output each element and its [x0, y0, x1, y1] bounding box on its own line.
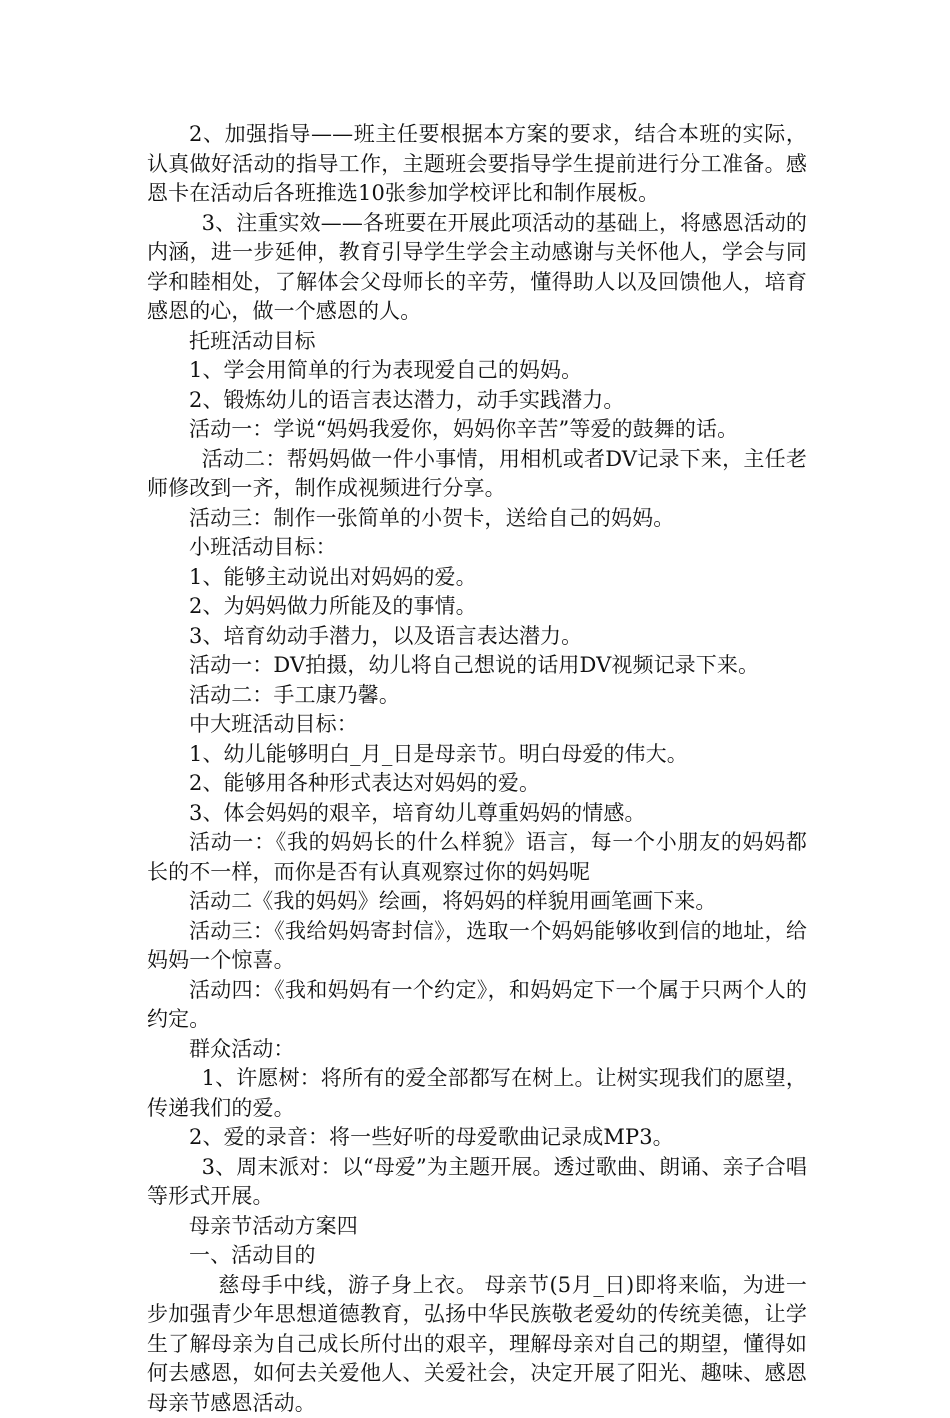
list-item: 活动三：制作一张简单的小贺卡，送给自己的妈妈。 — [147, 504, 807, 534]
paragraph-effectiveness: 3、注重实效——各班要在开展此项活动的基础上，将感恩活动的内涵，进一步延伸，教育引导学生学会主动感谢与关怀他人，学会与同学和睦相处，了解体会父母师长的辛劳，懂得助人以及回馈他人，培育感恩的心，做一个感恩的人。 — [147, 209, 807, 327]
list-item: 2、为妈妈做力所能及的事情。 — [147, 592, 807, 622]
list-item: 1、能够主动说出对妈妈的爱。 — [147, 563, 807, 593]
list-item: 1、幼儿能够明白_月_日是母亲节。明白母爱的伟大。 — [147, 740, 807, 770]
paragraph-purpose: 慈母手中线，游子身上衣。 母亲节(5月_日)即将来临，为进一步加强青少年思想道德教育，弘扬中华民族敬老爱幼的传统美德，让学生了解母亲为自己成长所付出的艰辛，理解母亲对自己的期望，懂得如何去感恩，如何去关爱他人、关爱社会，决定开展了阳光、趣味、感恩 母亲节感恩活动。 — [147, 1271, 807, 1418]
list-item: 活动一：《我的妈妈长的什么样貌》语言，每一个小朋友的妈妈都长的不一样，而你是否有认真观察过你的妈妈呢 — [147, 828, 807, 887]
list-item: 1、许愿树：将所有的爱全部都写在树上。让树实现我们的愿望，传递我们的爱。 — [147, 1064, 807, 1123]
list-item: 活动三：《我给妈妈寄封信》，选取一个妈妈能够收到信的地址，给妈妈一个惊喜。 — [147, 917, 807, 976]
heading-activity-purpose: 一、活动目的 — [147, 1241, 807, 1271]
heading-nursery-goals: 托班活动目标 — [147, 327, 807, 357]
list-item: 活动二《我的妈妈》绘画，将妈妈的样貌用画笔画下来。 — [147, 887, 807, 917]
heading-plan-four: 母亲节活动方案四 — [147, 1212, 807, 1242]
list-item: 3、培育幼动手潜力，以及语言表达潜力。 — [147, 622, 807, 652]
list-item: 3、体会妈妈的艰辛，培育幼儿尊重妈妈的情感。 — [147, 799, 807, 829]
list-item: 1、学会用简单的行为表现爱自己的妈妈。 — [147, 356, 807, 386]
list-item: 2、爱的录音：将一些好听的母爱歌曲记录成MP3。 — [147, 1123, 807, 1153]
heading-small-class-goals: 小班活动目标： — [147, 533, 807, 563]
list-item: 活动一：学说“妈妈我爱你，妈妈你辛苦”等爱的鼓舞的话。 — [147, 415, 807, 445]
list-item: 2、能够用各种形式表达对妈妈的爱。 — [147, 769, 807, 799]
document-body — [147, 120, 807, 1418]
list-item: 活动一：DV拍摄，幼儿将自己想说的话用DV视频记录下来。 — [147, 651, 807, 681]
heading-middle-class-goals: 中大班活动目标： — [147, 710, 807, 740]
list-item: 活动四：《我和妈妈有一个约定》，和妈妈定下一个属于只两个人的约定。 — [147, 976, 807, 1035]
paragraph-guidance: 2、加强指导——班主任要根据本方案的要求，结合本班的实际，认真做好活动的指导工作，主题班会要指导学生提前进行分工准备。感恩卡在活动后各班推选10张参加学校评比和制作展板。 — [147, 120, 807, 209]
list-item: 活动二：手工康乃馨。 — [147, 681, 807, 711]
list-item: 3、周末派对：以“母爱”为主题开展。透过歌曲、朗诵、亲子合唱等形式开展。 — [147, 1153, 807, 1212]
list-item: 活动二：帮妈妈做一件小事情，用相机或者DV记录下来，主任老师修改到一齐，制作成视频进行分享。 — [147, 445, 807, 504]
heading-group-activities: 群众活动： — [147, 1035, 807, 1065]
list-item: 2、锻炼幼儿的语言表达潜力，动手实践潜力。 — [147, 386, 807, 416]
